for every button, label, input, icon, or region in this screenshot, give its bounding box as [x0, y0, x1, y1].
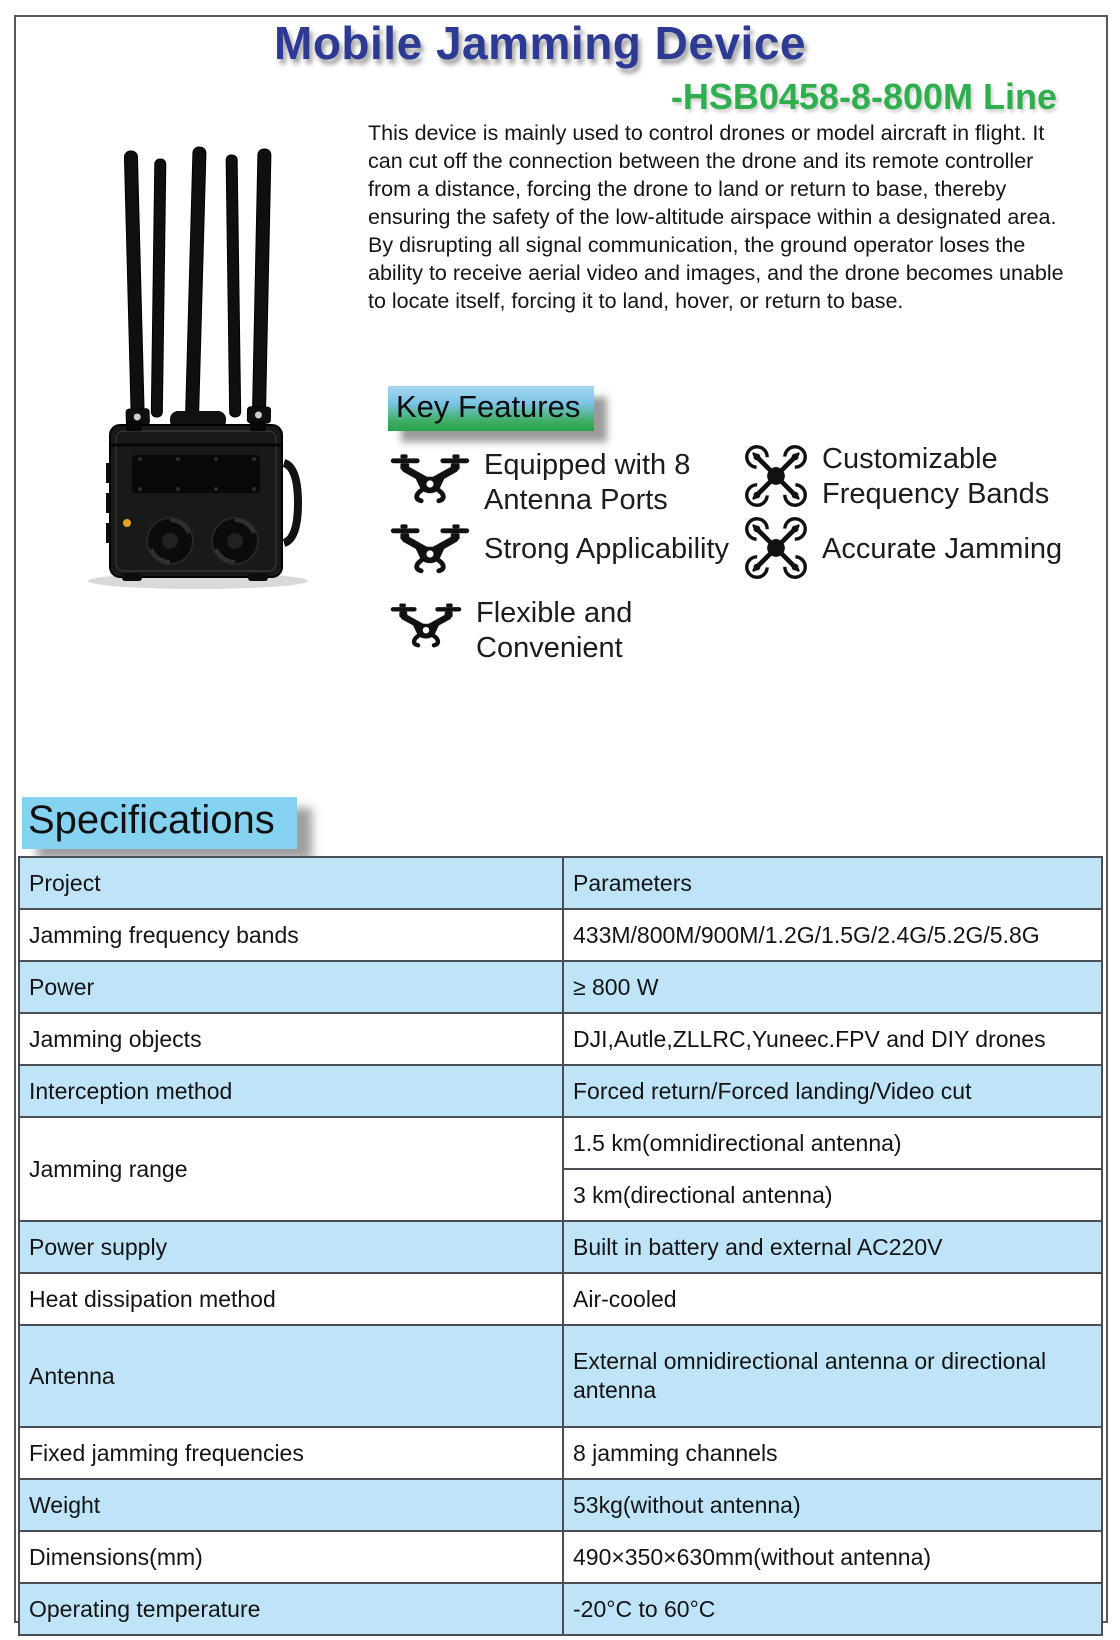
- feature-label-line: Equipped with 8: [484, 449, 691, 481]
- specifications-heading: Specifications: [22, 797, 297, 849]
- spec-label: Power supply: [19, 1221, 563, 1273]
- model-number: -HSB0458-8-800M Line: [670, 76, 1057, 117]
- table-row: [19, 1427, 1102, 1479]
- table-row: [19, 1325, 1102, 1427]
- page-title: Mobile Jamming Device: [274, 17, 806, 69]
- drone-top-icon: [742, 514, 810, 582]
- feature-label-line: Frequency Bands: [822, 478, 1050, 510]
- column-header-parameters: Parameters: [563, 857, 1102, 909]
- spec-value: 1.5 km(omnidirectional antenna): [563, 1117, 1102, 1169]
- product-photo-jammer-case: [30, 133, 360, 598]
- spec-value: Air-cooled: [563, 1273, 1102, 1325]
- table-row: [19, 1065, 1102, 1117]
- table-row: [19, 1117, 1102, 1169]
- spec-label: Fixed jamming frequencies: [19, 1427, 563, 1479]
- spec-label: Interception method: [19, 1065, 563, 1117]
- feature-equipped-with-8-antenna-ports: [390, 448, 690, 518]
- spec-label: Weight: [19, 1479, 563, 1531]
- spec-value: Built in battery and external AC220V: [563, 1221, 1102, 1273]
- table-row: [19, 1479, 1102, 1531]
- spec-label: Jamming range: [19, 1117, 563, 1221]
- spec-value: -20°C to 60°C: [563, 1583, 1102, 1635]
- spec-label: Power: [19, 961, 563, 1013]
- feature-label-line: Accurate Jamming: [822, 533, 1063, 565]
- table-row: [19, 1013, 1102, 1065]
- spec-label: Jamming frequency bands: [19, 909, 563, 961]
- product-description: This device is mainly used to control drones or model aircraft in flight. It can cut off the connection between the drone and its remote controller from a distance, forcing the drone to land or return to base, thereby ensuring the safety of the low-altitude airspace within a designated area. By disrupting all signal communication, the ground operator loses the ability to receive aerial video and images, and the drone becomes unable to locate itself, forcing it to land, hover, or return to base.: [368, 121, 1064, 313]
- feature-flexible-and-convenient: [390, 592, 632, 666]
- feature-label-line: Antenna Ports: [484, 484, 668, 516]
- table-row: [19, 1273, 1102, 1325]
- spec-value: 490×350×630mm(without antenna): [563, 1531, 1102, 1583]
- table-row: [19, 1583, 1102, 1635]
- spec-value: 3 km(directional antenna): [563, 1169, 1102, 1221]
- key-features-heading: Key Features: [388, 386, 594, 431]
- spec-value: Forced return/Forced landing/Video cut: [563, 1065, 1102, 1117]
- drone-side-icon: [390, 448, 470, 504]
- spec-value: 8 jamming channels: [563, 1427, 1102, 1479]
- spec-label: Heat dissipation method: [19, 1273, 563, 1325]
- feature-accurate-jamming: [742, 514, 1062, 582]
- table-row: [19, 1531, 1102, 1583]
- feature-label-line: Convenient: [476, 632, 623, 664]
- spec-value: 53kg(without antenna): [563, 1479, 1102, 1531]
- feature-label-line: Flexible and: [476, 597, 633, 629]
- column-header-project: Project: [19, 857, 563, 909]
- feature-customizable-frequency-bands: [742, 442, 1049, 512]
- table-row: [19, 909, 1102, 961]
- spec-value: 433M/800M/900M/1.2G/1.5G/2.4G/5.2G/5.8G: [563, 909, 1102, 961]
- spec-value: DJI,Autle,ZLLRC,Yuneec.FPV and DIY drones: [563, 1013, 1102, 1065]
- spec-label: Dimensions(mm): [19, 1531, 563, 1583]
- drone-top-icon: [742, 442, 810, 510]
- spec-label: Antenna: [19, 1325, 563, 1427]
- spec-label: Operating temperature: [19, 1583, 563, 1635]
- feature-label-line: Customizable: [822, 443, 998, 475]
- table-header-row: [19, 857, 1102, 909]
- spec-label: Jamming objects: [19, 1013, 563, 1065]
- table-row: [19, 961, 1102, 1013]
- specifications-table: [18, 856, 1103, 1636]
- spec-value: ≥ 800 W: [563, 961, 1102, 1013]
- table-row: [19, 1221, 1102, 1273]
- feature-strong-applicability: [390, 518, 729, 574]
- drone-side-icon: [390, 592, 462, 654]
- spec-value: External omnidirectional antenna or directional antenna: [563, 1325, 1102, 1427]
- feature-label-line: Strong Applicability: [484, 533, 730, 565]
- drone-side-icon: [390, 518, 470, 574]
